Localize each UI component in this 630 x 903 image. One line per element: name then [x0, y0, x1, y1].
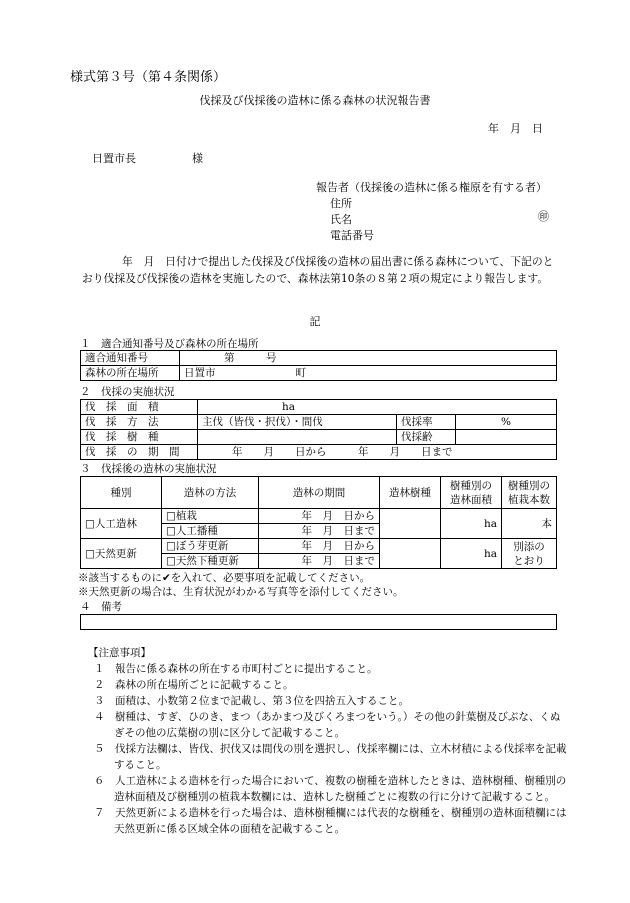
- note-photo: ※天然更新の場合は、生育状況がわかる写真等を添付してください。: [78, 586, 404, 598]
- row1-to: 年 月 日まで: [259, 524, 380, 539]
- row1-method1: □植栽: [162, 509, 259, 524]
- note-check: ※該当するものに✔を入れて、必要事項を記載してください。: [78, 572, 371, 584]
- intro-paragraph: 年 月 日付けで提出した伐採及び伐採後の造林の届出書に係る森林について、下記のとおり伐採及び伐採後の造林を実施したので、森林法第10条の８第２項の規定により報告します。: [82, 255, 554, 285]
- row1-species: [380, 509, 441, 539]
- col-count: 樹種別の植栽本数: [502, 477, 557, 509]
- caution-item-1: １ 報告に係る森林の所在する市町村ごとに提出すること。: [94, 663, 378, 675]
- addressee: [92, 150, 203, 166]
- notice-label: 適合通知番号: [81, 351, 180, 366]
- reporter-name-label: 氏名: [330, 213, 352, 226]
- section2-heading: ２ 伐採の実施状況: [80, 386, 175, 398]
- notes-block: [78, 571, 404, 599]
- row1-from: 年 月 日から: [259, 509, 380, 524]
- col-period: 造林の期間: [259, 477, 380, 509]
- row1-area: ha: [441, 509, 502, 539]
- notice-number-text: 第 号: [224, 352, 277, 364]
- caution-item-7: ７ 天然更新による造林を行った場合は、造林樹種欄には代表的な樹種を、樹種別の造林面積欄には天然更新に係る区域全体の面積を記載すること。: [94, 807, 567, 835]
- col-area: 樹種別の造林面積: [441, 477, 502, 509]
- caution-block: [88, 645, 568, 837]
- row1-type: □人工造林: [81, 509, 162, 539]
- method-label: 伐 採 方 法: [81, 415, 198, 430]
- rate-label: 伐採率: [397, 415, 456, 430]
- row2-to: 年 月 日まで: [259, 554, 380, 569]
- row2-count-line1: 別添の: [513, 540, 545, 553]
- rate-unit: %: [456, 415, 557, 430]
- area-value: [198, 400, 557, 415]
- caution-title: 【注意事項】: [88, 647, 151, 659]
- caution-item-5: ５ 伐採方法欄は、皆伐、択伐又は間伐の別を選択し、伐採率欄には、立木材積による伐採率を記載すること。: [94, 743, 567, 771]
- period-text: 年 月 日から 年 月 日まで: [232, 446, 453, 458]
- addressee-name: 日置市長: [92, 152, 136, 165]
- reporter-phone-label: 電話番号: [330, 229, 374, 242]
- age-label: 伐採齢: [397, 430, 456, 445]
- reporter-address-label: 住所: [330, 197, 352, 210]
- town-text: 町: [295, 367, 306, 379]
- caution-item-2: ２ 森林の所在場所ごとに記載すること。: [94, 679, 294, 691]
- section4-heading: ４ 備考: [80, 601, 122, 613]
- row2-method2: □天然下種更新: [162, 554, 259, 569]
- section3-heading: ３ 伐採後の造林の実施状況: [80, 463, 217, 475]
- caution-item-3: ３ 面積は、小数第２位まで記載し、第３位を四捨五入すること。: [94, 695, 409, 707]
- form-number: 様式第３号（第４条関係）: [70, 70, 227, 85]
- row1-method2: □人工播種: [162, 524, 259, 539]
- caution-item-4: ４ 樹種は、すぎ、ひのき、まつ（あかまつ及びくろまつをいう。）その他の針葉樹及びぶな、くぬぎその他の広葉樹の別に区分して記載すること。: [94, 711, 561, 739]
- seal-mark: ㊞: [538, 210, 549, 223]
- section2-table: [80, 399, 557, 460]
- row2-count: [502, 539, 557, 569]
- notice-value: [180, 351, 557, 366]
- document-title: 伐採及び伐採後の造林に係る森林の状況報告書: [199, 94, 431, 107]
- period-label: 伐 採 の 期 間: [81, 445, 198, 460]
- row2-species: [380, 539, 441, 569]
- row1-count: 本: [502, 509, 557, 539]
- row2-type: □天然更新: [81, 539, 162, 569]
- row2-count-line2: とおり: [513, 554, 545, 567]
- col-type: 種別: [81, 477, 162, 509]
- col-method: 造林の方法: [162, 477, 259, 509]
- row2-from: 年 月 日から: [259, 539, 380, 554]
- period-value: [198, 445, 557, 460]
- addressee-honorific: 様: [192, 152, 203, 165]
- reporter-block: [316, 180, 547, 244]
- report-date: 年 月 日: [488, 122, 543, 135]
- species-label: 伐 採 樹 種: [81, 430, 198, 445]
- species-value: [198, 430, 397, 445]
- row2-area: ha: [441, 539, 502, 569]
- row2-method1: □ぼう芽更新: [162, 539, 259, 554]
- section1-heading: １ 適合通知番号及び森林の所在場所: [80, 338, 259, 350]
- caution-item-6: ６ 人工造林による造林を行った場合において、複数の樹種を造林したときは、造林樹種、樹種別の造林面積及び樹種別の植栽本数欄には、造林した樹種ごとに複数の行に分けて記載すること。: [94, 775, 567, 803]
- city-text: 日置市: [184, 367, 216, 379]
- ki-heading: 記: [309, 315, 321, 328]
- method-value: 主伐（皆伐・択伐）・間伐: [198, 415, 397, 430]
- remarks-box: [80, 614, 557, 630]
- location-value: [180, 366, 557, 381]
- col-species: 造林樹種: [380, 477, 441, 509]
- section3-table: [80, 476, 557, 569]
- section1-table: [80, 350, 557, 381]
- area-unit: ha: [282, 401, 296, 413]
- location-label: 森林の所在場所: [81, 366, 180, 381]
- area-label: 伐 採 面 積: [81, 400, 198, 415]
- age-value: [456, 430, 557, 445]
- reporter-label: 報告者（伐採後の造林に係る権原を有する者）: [316, 181, 547, 194]
